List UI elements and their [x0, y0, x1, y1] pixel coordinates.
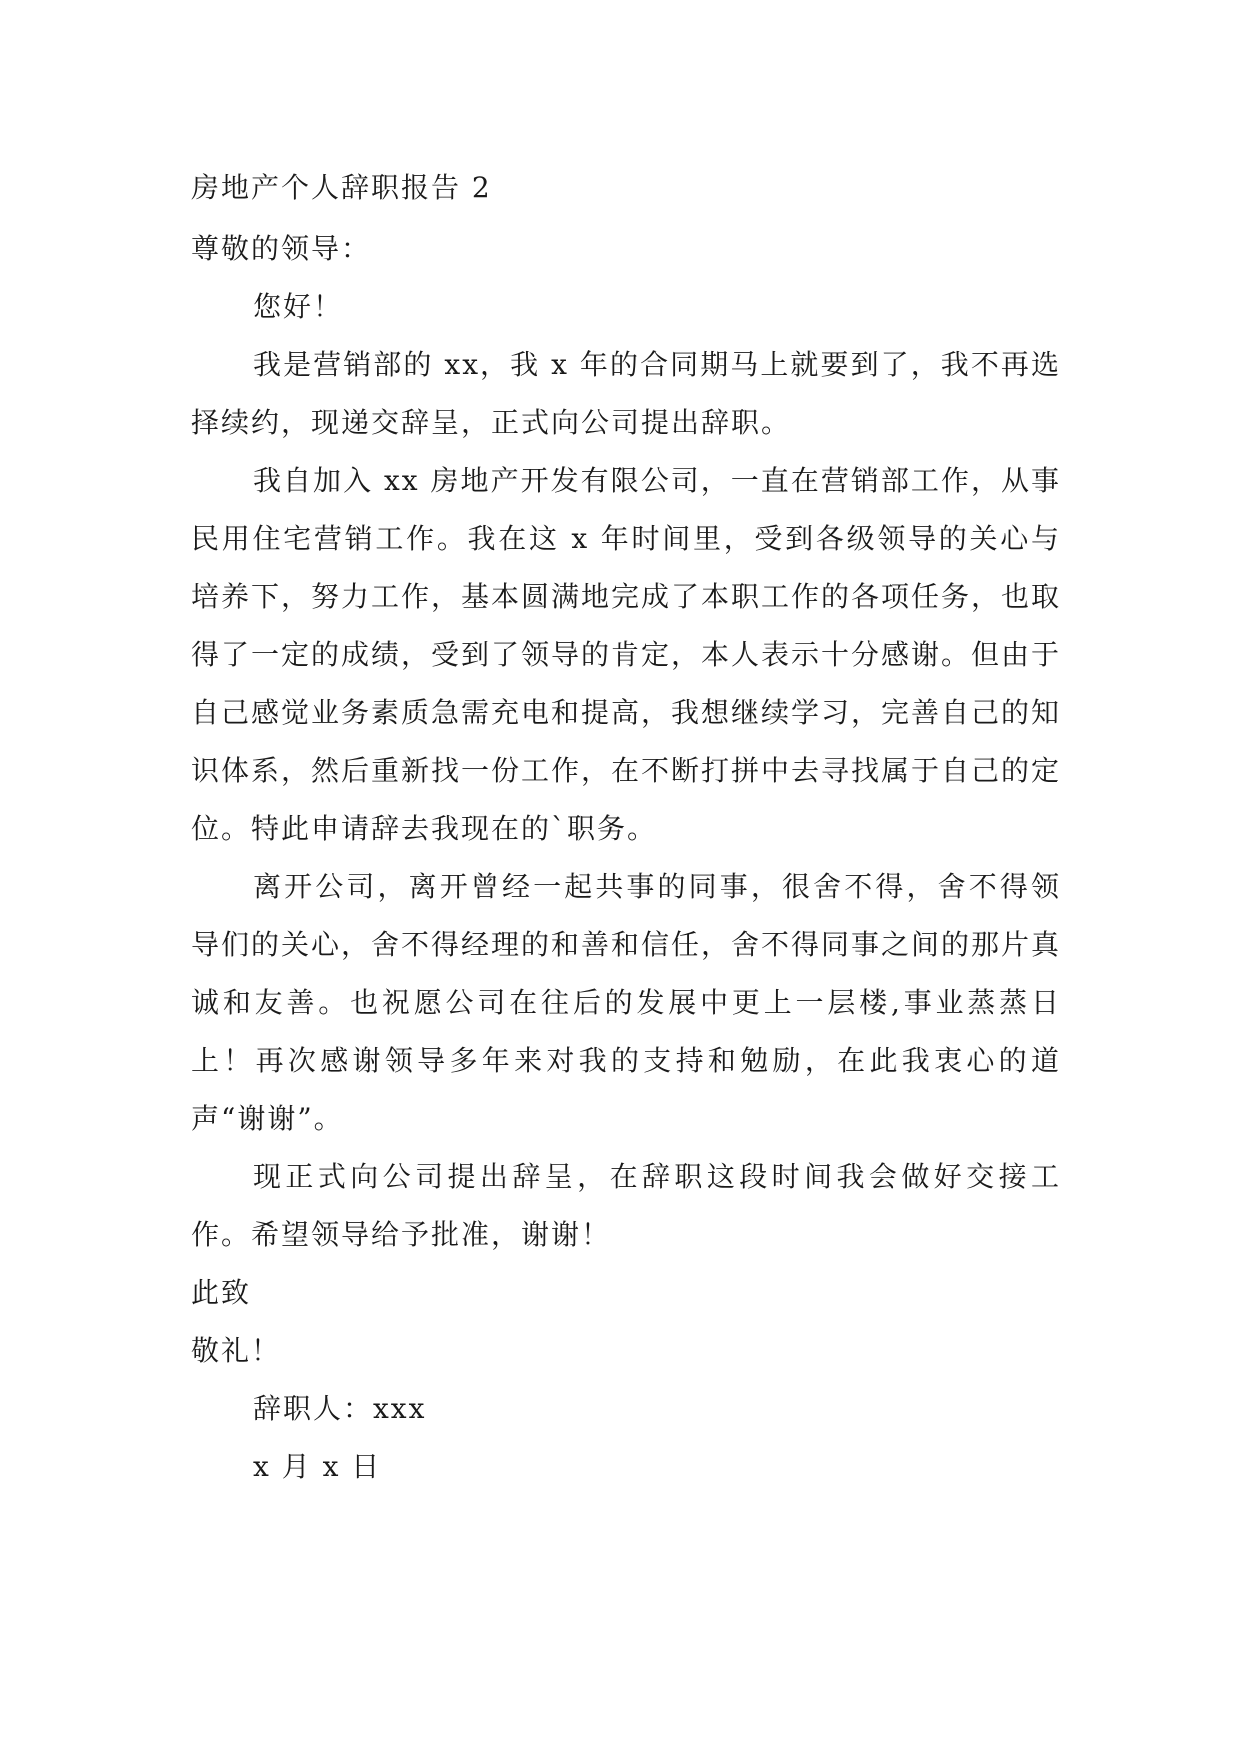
document-page: [191, 160, 1061, 1496]
paragraph-4: 现正式向公司提出辞呈，在辞职这段时间我会做好交接工作。希望领导给予批准，谢谢！: [191, 1160, 1061, 1251]
date: x 月 x 日: [253, 1450, 382, 1483]
salutation: 尊敬的领导：: [191, 232, 372, 265]
document-title: 房地产个人辞职报告 2: [191, 171, 492, 204]
signature: 辞职人：xxx: [253, 1392, 427, 1425]
paragraph-1: 我是营销部的 xx，我 x 年的合同期马上就要到了，我不再选择续约，现递交辞呈，正式向公司提出辞职。: [191, 348, 1061, 439]
paragraph-3: 离开公司，离开曾经一起共事的同事，很舍不得，舍不得领导们的关心，舍不得经理的和善和信任，舍不得同事之间的那片真诚和友善。也祝愿公司在往后的发展中更上一层楼,事业蒸蒸日上！再次感谢领导多年来对我的支持和勉励，在此我衷心的道声“谢谢”。: [191, 870, 1062, 1135]
paragraph-2: 我自加入 xx 房地产开发有限公司，一直在营销部工作，从事民用住宅营销工作。我在这 x 年时间里，受到各级领导的关心与培养下，努力工作，基本圆满地完成了本职工作的各项任务，也取得了一定的成绩，受到了领导的肯定，本人表示十分感谢。但由于自己感觉业务素质急需充电和提高，我想继续学习，完善自己的知识体系，然后重新找一份工作，在不断打拼中去寻找属于自己的定位。特此申请辞去我现在的`职务。: [191, 464, 1062, 845]
greeting: 您好！: [253, 290, 344, 323]
closing-line-1: 此致: [191, 1276, 252, 1309]
closing-line-2: 敬礼！: [191, 1334, 282, 1367]
